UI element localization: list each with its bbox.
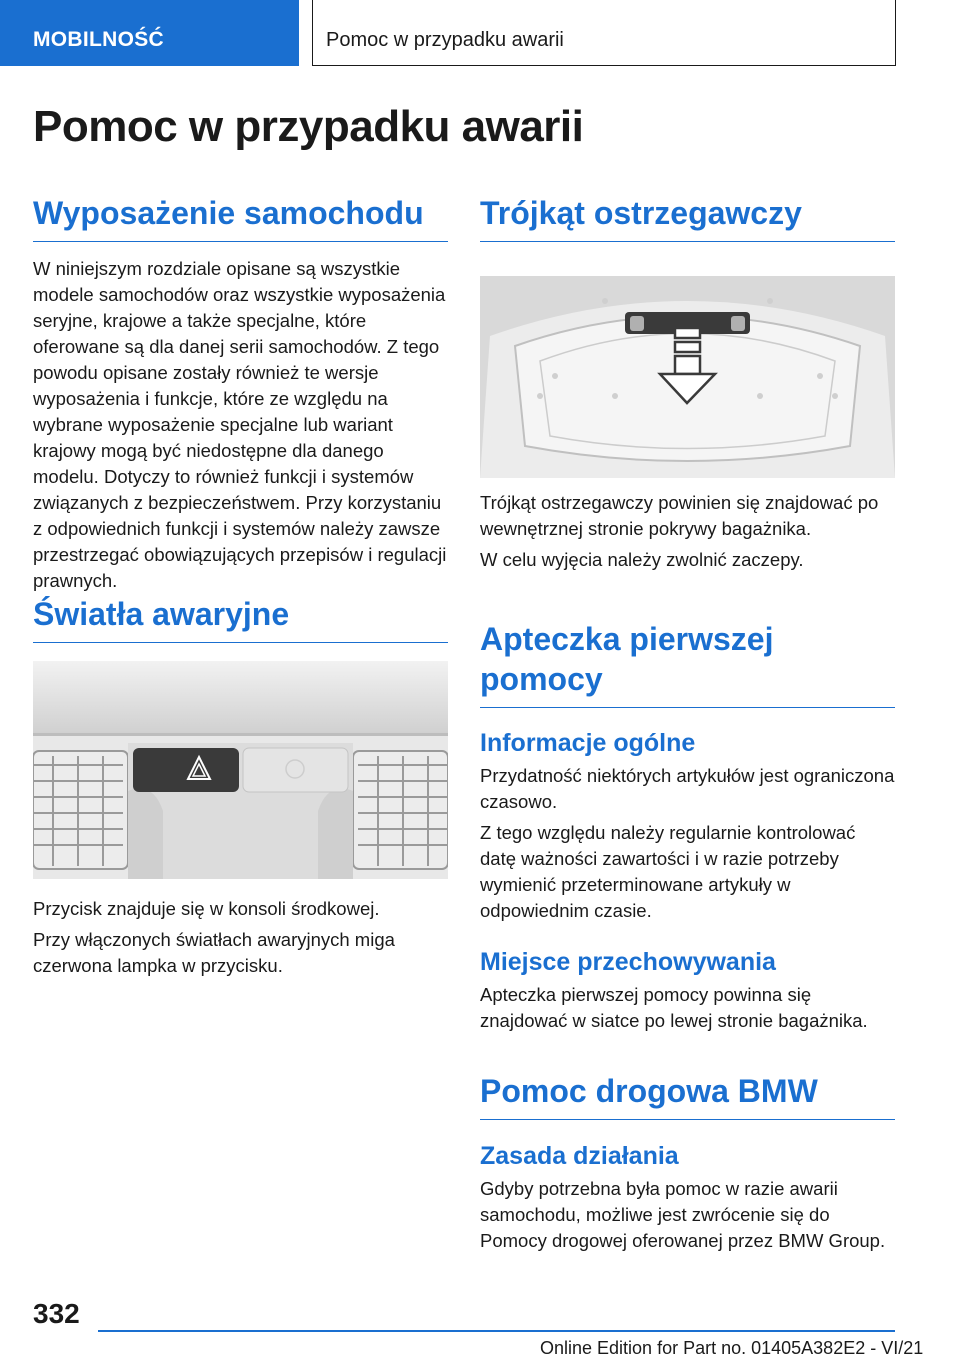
heading-equipment: Wyposażenie samochodu <box>33 193 448 242</box>
triangle-text-1: Trójkąt ostrzegawczy powinien się znajdować po wewnętrznej stronie pokrywy bagażnika. <box>480 492 879 539</box>
section-tab <box>0 0 299 66</box>
footer-divider <box>98 1330 895 1332</box>
general-text-2: Z tego względu należy regularnie kontrolować datę ważności zawartości i w razie potrzeby wymienić przeterminowane artykuły w odpowiednim czasie. <box>480 822 856 921</box>
principle-text: Gdyby potrzebna była pomoc w razie awarii samochodu, możliwe jest zwrócenie się do Pomocy drogowej oferowanej przez BMW Group. <box>480 1178 886 1251</box>
chapter-label: Pomoc w przypadku awarii <box>326 29 564 51</box>
trunk-lid-illustration <box>480 276 895 478</box>
heading-warning-triangle: Trójkąt ostrzegawczy <box>480 193 895 242</box>
warning-triangle-figure <box>480 276 895 478</box>
hazard-text-2: Przy włączonych światłach awaryjnych miga czerwona lampka w przycisku. <box>33 929 395 976</box>
hazard-switch-illustration <box>33 661 448 879</box>
equipment-text: W niniejszym rozdziale opisane są wszystkie modele samochodów oraz wszystkie wyposażenia seryjne, krajowe a także specjalne, które oferowane są dla danej serii samochodów. Z tego powodu opisane zostały również te wersje wyposażenia i funkcje, które ze względu na wybrane wyposażenie specjalne lub wariant krajowy mogą być niedostępne dla danego modelu. Dotyczy to również funkcji i systemów związanych z bezpieczeństwem. Przy korzystaniu z odpowiednich funkcji i systemów należy zawsze przestrzegać obowiązujących przepisów i regulacji prawnych. <box>33 258 447 591</box>
heading-storage: Miejsce przechowywania <box>480 948 776 976</box>
hazard-switch-figure <box>33 661 448 879</box>
hazard-text-1: Przycisk znajduje się w konsoli środkowej. <box>33 898 380 919</box>
page-number: 332 <box>33 1298 80 1329</box>
edition-label: Online Edition for Part no. 01405A382E2 - VI/21 <box>540 1338 924 1358</box>
hazard-button <box>133 748 239 792</box>
left-vent <box>33 751 128 869</box>
general-text-1: Przydatność niektórych artykułów jest ograniczona czasowo. <box>480 765 895 812</box>
storage-text: Apteczka pierwszej pomocy powinna się znajdować w siatce po lewej stronie bagażnika. <box>480 984 868 1031</box>
page-title: Pomoc w przypadku awarii <box>33 102 584 151</box>
heading-hazard-lights: Światła awaryjne <box>33 594 448 643</box>
triangle-text-2: W celu wyjęcia należy zwolnić zaczepy. <box>480 549 804 570</box>
right-vent <box>353 751 448 869</box>
heading-principle: Zasada działania <box>480 1142 679 1170</box>
section-label: MOBILNOŚĆ <box>33 28 165 51</box>
heading-roadside-assistance: Pomoc drogowa BMW <box>480 1071 895 1120</box>
chapter-box <box>312 0 896 66</box>
heading-general-info: Informacje ogólne <box>480 729 696 757</box>
heading-first-aid: Apteczka pierwszej pomocy <box>480 619 895 708</box>
